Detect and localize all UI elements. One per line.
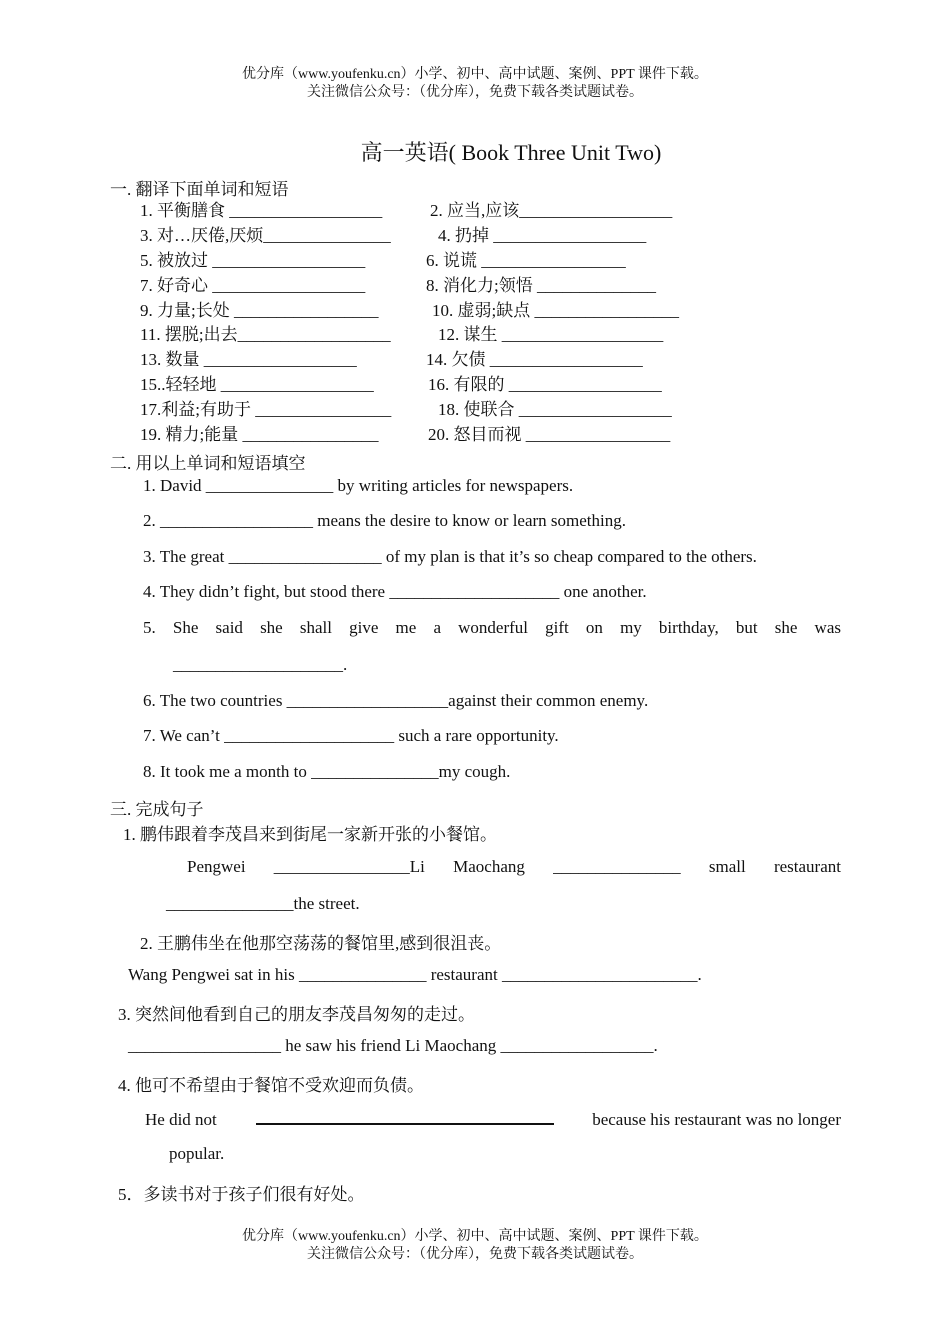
- fill-item-2: 2. __________________ means the desire to know or learn something.: [143, 511, 627, 530]
- header-line-1: 优分库（www.youfenku.cn）小学、初中、高中试题、案例、PPT 课件下载。: [242, 67, 708, 82]
- sentence-4-english: [145, 1107, 841, 1130]
- answer-blank: [256, 1107, 554, 1125]
- sentence-1-english: Pengwei ________________Li Maochang _______________ small restaurant: [187, 857, 841, 876]
- vocab-item-16: 16. 有限的 __________________: [428, 375, 662, 395]
- vocab-item-15: 15..轻轻地 __________________: [140, 375, 374, 395]
- sentence-1-english-cont: _______________the street.: [166, 894, 360, 913]
- fill-item-4: 4. They didn’t fight, but stood there ____________________ one another.: [143, 582, 647, 601]
- fill-item-3: 3. The great __________________ of my plan is that it’s so cheap compared to the others.: [143, 547, 757, 566]
- sentence-3-english: __________________ he saw his friend Li Maochang __________________.: [128, 1036, 658, 1055]
- vocab-row: [140, 274, 740, 299]
- vocab-row: [140, 398, 740, 423]
- vocab-item-11: 11. 摆脱;出去__________________: [140, 325, 391, 345]
- sentence-4-english-end: because his restaurant was no longer: [592, 1110, 841, 1129]
- page-title: 高一英语( Book Three Unit Two): [360, 140, 662, 165]
- sentence-4-english-start: He did not: [145, 1110, 217, 1129]
- vocab-item-19: 19. 精力;能量 ________________: [140, 425, 379, 445]
- sentence-3-chinese: 3. 突然间他看到自己的朋友李茂昌匆匆的走过。: [118, 1005, 475, 1024]
- fill-item-8: 8. It took me a month to _______________my cough.: [143, 762, 511, 781]
- fill-item-5-blank: ____________________.: [173, 655, 348, 674]
- page-footer: [0, 1228, 950, 1264]
- vocab-item-4: 4. 扔掉 __________________: [438, 225, 647, 245]
- fill-item-5: 5. She said she shall give me a wonderful gift on my birthday, but she was: [143, 618, 841, 637]
- vocab-item-14: 14. 欠债 __________________: [426, 350, 643, 370]
- vocab-item-13: 13. 数量 __________________: [140, 350, 357, 370]
- vocab-row: [140, 373, 740, 398]
- vocab-item-18: 18. 使联合 __________________: [438, 400, 672, 420]
- fill-item-6: 6. The two countries ___________________against their common enemy.: [143, 691, 649, 710]
- vocab-item-17: 17.利益;有助于 ________________: [140, 400, 392, 420]
- vocab-item-8: 8. 消化力;领悟 ______________: [426, 275, 656, 295]
- sentence-1-chinese: 1. 鹏伟跟着李茂昌来到街尾一家新开张的小餐馆。: [123, 825, 497, 844]
- footer-line-2: 关注微信公众号：（优分库），免费下载各类试题试卷。: [307, 1247, 643, 1262]
- header-line-2: 关注微信公众号：（优分库），免费下载各类试题试卷。: [307, 85, 643, 100]
- vocab-item-7: 7. 好奇心 __________________: [140, 275, 366, 295]
- vocab-item-12: 12. 谋生 ___________________: [438, 325, 664, 345]
- vocab-row: [140, 249, 740, 274]
- vocab-item-3: 3. 对…厌倦,厌烦_______________: [140, 225, 391, 245]
- vocab-row: [140, 348, 740, 373]
- vocab-item-20: 20. 怒目而视 _________________: [428, 425, 671, 445]
- vocab-row: [140, 423, 740, 448]
- sentence-2-chinese: 2. 王鹏伟坐在他那空荡荡的餐馆里,感到很沮丧。: [140, 934, 502, 953]
- vocab-row: [140, 323, 740, 348]
- vocab-list: [140, 199, 740, 448]
- vocab-item-2: 2. 应当,应该__________________: [430, 201, 673, 220]
- sentence-4-chinese: 4. 他可不希望由于餐馆不受欢迎而负债。: [118, 1076, 424, 1095]
- fill-item-1: 1. David _______________ by writing articles for newspapers.: [143, 476, 574, 495]
- vocab-row: [140, 199, 740, 224]
- section-2-heading: 二. 用以上单词和短语填空: [110, 454, 306, 473]
- page-header: [0, 66, 950, 102]
- vocab-item-9: 9. 力量;长处 _________________: [140, 300, 379, 320]
- sentence-5-chinese: 5．多读书对于孩子们很有好处。: [118, 1185, 365, 1204]
- vocab-row: [140, 224, 740, 249]
- vocab-item-5: 5. 被放过 __________________: [140, 250, 366, 270]
- section-1-heading: 一. 翻译下面单词和短语: [110, 180, 289, 199]
- sentence-4-english-cont: popular.: [169, 1144, 225, 1163]
- fill-item-7: 7. We can’t ____________________ such a rare opportunity.: [143, 726, 559, 745]
- section-3-heading: 三. 完成句子: [110, 800, 204, 819]
- footer-line-1: 优分库（www.youfenku.cn）小学、初中、高中试题、案例、PPT 课件下载。: [242, 1229, 708, 1244]
- vocab-item-6: 6. 说谎 _________________: [426, 250, 626, 270]
- sentence-2-english: Wang Pengwei sat in his _______________ restaurant _______________________.: [128, 965, 702, 984]
- vocab-item-1: 1. 平衡膳食 __________________: [140, 201, 383, 220]
- vocab-item-10: 10. 虚弱;缺点 _________________: [432, 300, 679, 320]
- vocab-row: [140, 299, 740, 324]
